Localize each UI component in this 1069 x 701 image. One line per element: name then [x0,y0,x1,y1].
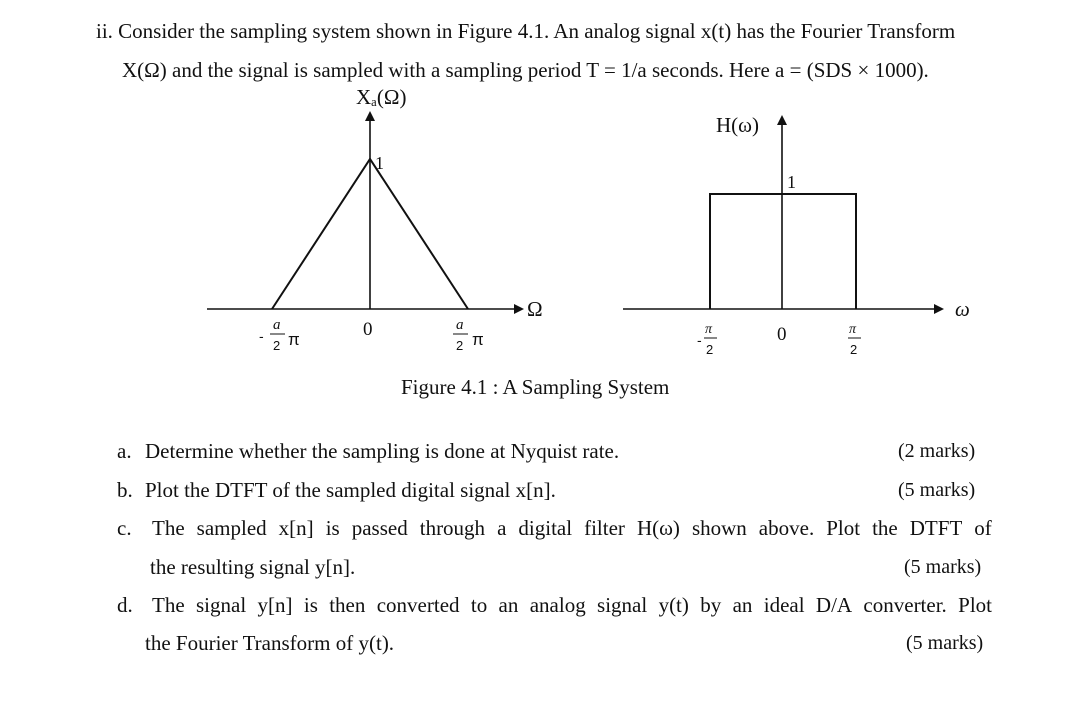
left-tick-left [259,317,300,353]
part-d-label: d. [117,593,133,617]
word: shown [691,516,747,540]
right-height-label: 1 [787,172,796,192]
word: The [152,593,185,617]
right-x-label: ω [955,297,970,321]
right-tick-left [697,322,717,357]
part-c-label: c. [117,516,132,540]
right-plot [623,113,970,357]
part-a-marks: (2 marks) [898,440,976,462]
word: of [974,516,992,540]
word: Plot [958,593,992,617]
question-line-2: X(Ω) and the signal is sampled with a sampling period T = 1/a seconds. Here a = (SDS × 1000). [122,58,929,82]
part-d-marks: (5 marks) [906,632,984,654]
word: signal [196,593,247,617]
part-b-text: Plot the DTFT of the sampled digital signal x[n]. [145,478,556,502]
word: DTFT [909,516,963,540]
word: then [329,593,366,617]
svg-text:a: a [273,317,281,333]
left-y-label: Xₐ(Ω) [356,85,407,109]
word: digital [518,516,573,540]
part-a-text: Determine whether the sampling is done at Nyquist rate. [145,439,620,463]
word: x[n] [278,516,314,540]
left-plot [207,85,543,353]
word: The [152,516,185,540]
word: Plot [826,516,861,540]
word: H(ω) [636,516,680,540]
svg-text:π: π [849,322,857,337]
word: signal [597,593,648,617]
svg-text:a: a [456,317,464,333]
part-c-continuation: the resulting signal y[n]. [150,555,356,579]
word: filter [584,516,625,540]
part-d-continuation: the Fourier Transform of y(t). [145,631,395,655]
svg-text:2: 2 [273,338,281,353]
svg-text:π: π [472,330,484,349]
figure-caption: Figure 4.1 : A Sampling System [401,375,670,399]
word: analog [529,593,586,617]
word: to [470,593,488,617]
left-x-label: Ω [527,297,543,321]
word: an [498,593,519,617]
word: a [497,516,507,540]
word: y(t) [658,593,689,617]
word: is [303,593,318,617]
right-y-label: H(ω) [716,113,759,137]
word: y[n] [257,593,293,617]
part-a-label: a. [117,439,132,463]
part-c-marks: (5 marks) [904,556,982,578]
word: is [325,516,340,540]
part-b-marks: (5 marks) [898,479,976,501]
word: the [872,516,898,540]
svg-text:-: - [697,332,702,348]
rect-filter [710,194,856,309]
svg-text:2: 2 [706,342,714,357]
part-d-text [152,593,992,618]
word: an [732,593,753,617]
part-b-label: b. [117,478,133,502]
word: converted [376,593,460,617]
left-tick-center: 0 [363,319,373,340]
svg-text:2: 2 [850,342,858,357]
svg-text:2: 2 [456,338,464,353]
right-tick-right [848,322,861,357]
word: through [419,516,486,540]
word: D/A [815,593,853,617]
part-c-text [152,516,992,541]
svg-text:π: π [705,322,713,337]
svg-text:-: - [259,328,264,344]
word: by [700,593,722,617]
word: ideal [763,593,805,617]
left-tick-right [453,317,484,353]
left-peak-label: 1 [375,153,384,173]
right-tick-center: 0 [777,324,787,345]
word: sampled [196,516,267,540]
word: above. [758,516,815,540]
word: converter. [863,593,947,617]
svg-text:π: π [288,330,300,349]
question-line-1: ii. Consider the sampling system shown in Figure 4.1. An analog signal x(t) has the Fourier Transform [96,19,956,43]
word: passed [351,516,408,540]
